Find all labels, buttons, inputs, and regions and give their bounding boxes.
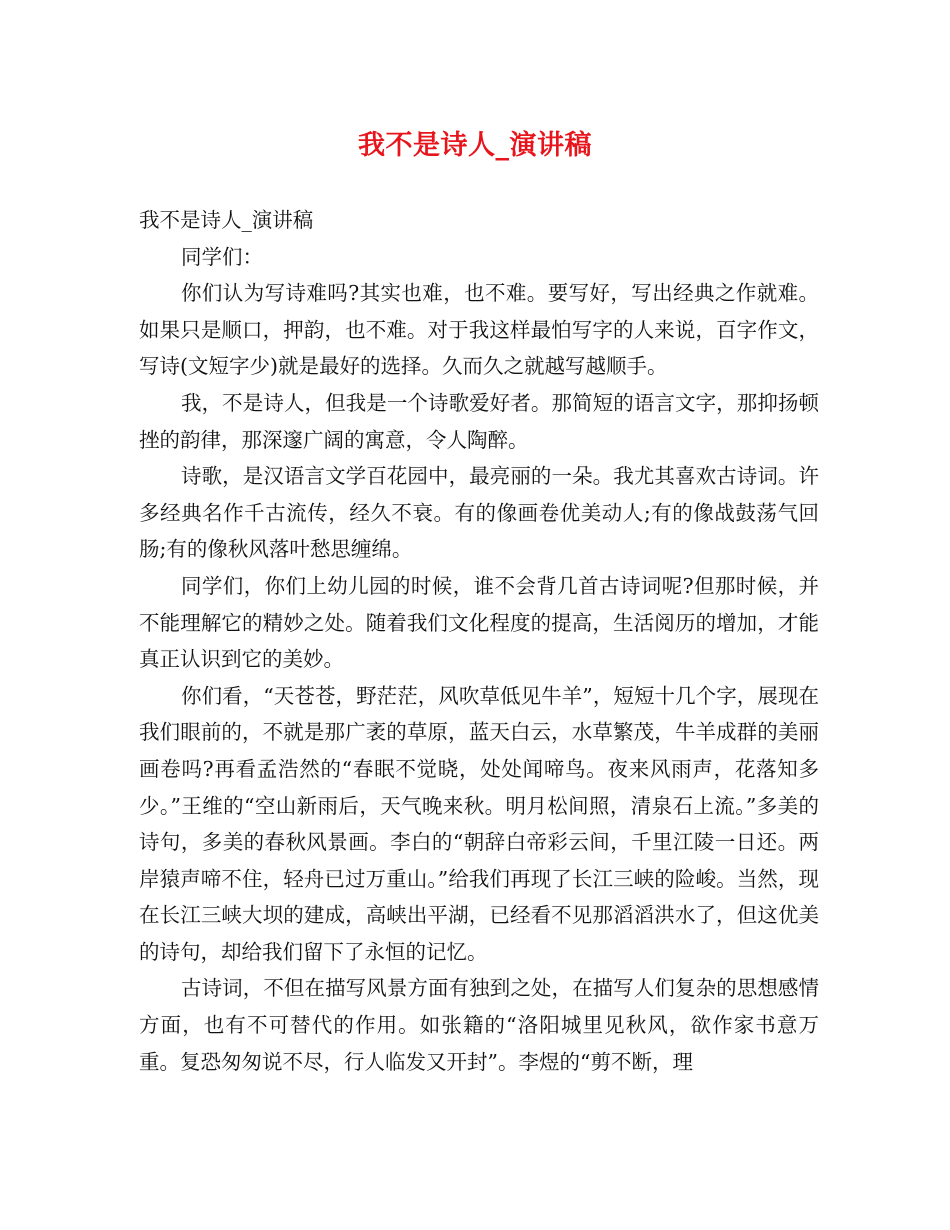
paragraph: 诗歌，是汉语言文学百花园中，最亮丽的一朵。我尤其喜欢古诗词。许多经典名作千古流传，经久不衰。有的像画卷优美动人;有的像战鼓荡气回肠;有的像秋风落叶愁思缠绵。 (139, 464, 819, 562)
document-title: 我不是诗人_演讲稿 (358, 130, 592, 161)
paragraph: 同学们，你们上幼儿园的时候，谁不会背几首古诗词呢?但那时候，并不能理解它的精妙之处。随着我们文化程度的提高，生活阅历的增加，才能真正认识到它的美妙。 (139, 573, 819, 672)
subtitle-line: 我不是诗人_演讲稿 (139, 208, 314, 232)
salutation: 同学们： (181, 244, 263, 269)
paragraph: 我，不是诗人，但我是一个诗歌爱好者。那简短的语言文字，那抑扬顿挫的韵律，那深邃广阔的寓意，令人陶醉。 (139, 390, 819, 452)
paragraph: 古诗词，不但在描写风景方面有独到之处，在描写人们复杂的思想感情方面，也有不可替代的作用。如张籍的“洛阳城里见秋风，欲作家书意万重。复恐匆匆说不尽，行人临发又开封”。李煜的“剪不断，理 (139, 976, 819, 1074)
document-body (139, 202, 819, 1080)
paragraph: 你们认为写诗难吗?其实也难，也不难。要写好，写出经典之作就难。如果只是顺口，押韵，也不难。对于我这样最怕写字的人来说，百字作文，写诗(文短字少)就是最好的选择。久而久之就越写越顺手。 (139, 281, 819, 379)
paragraph: 你们看，“天苍苍，野茫茫，风吹草低见牛羊”，短短十几个字，展现在我们眼前的，不就是那广袤的草原，蓝天白云，水草繁茂，牛羊成群的美丽画卷吗?再看孟浩然的“春眠不觉晓，处处闻啼鸟。夜来风雨声，花落知多少。”王维的“空山新雨后，天气晚来秋。明月松间照，清泉石上流。”多美的诗句，多美的春秋风景画。李白的“朝辞白帝彩云间，千里江陵一日还。两岸猿声啼不住，轻舟已过万重山。”给我们再现了长江三峡的险峻。当然，现在长江三峡大坝的建成，高峡出平湖，已经看不见那滔滔洪水了，但这优美的诗句，却给我们留下了永恒的记忆。 (139, 683, 819, 964)
